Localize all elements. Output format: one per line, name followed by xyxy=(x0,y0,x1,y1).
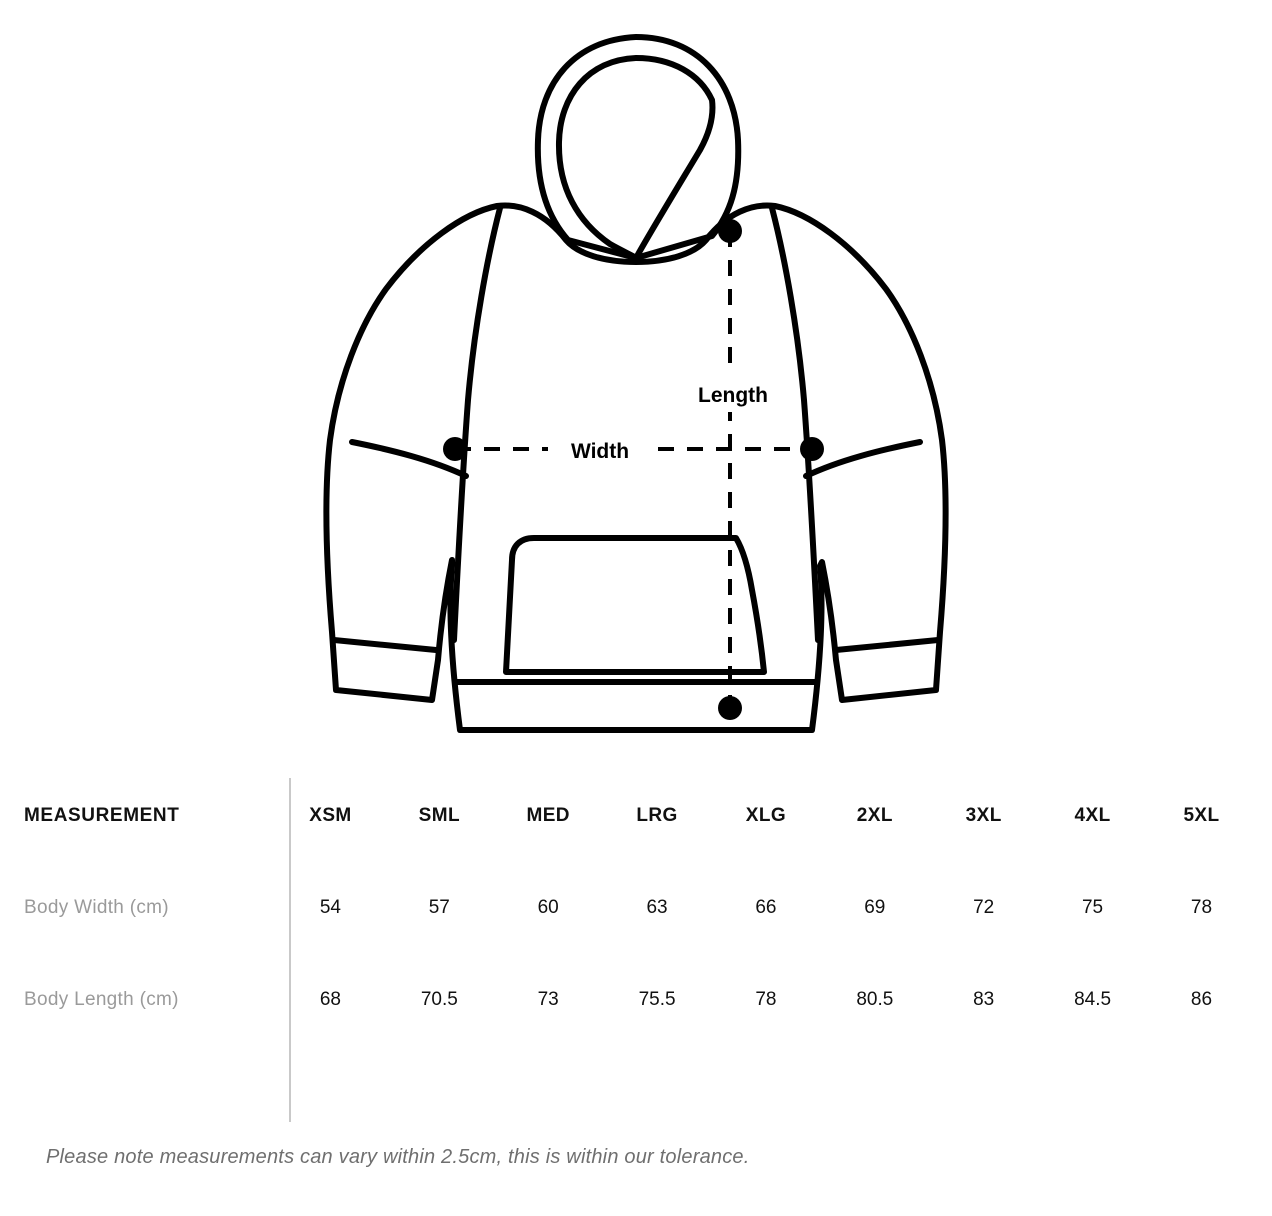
size-header-med: MED xyxy=(526,805,570,826)
body-width-sml: 57 xyxy=(428,897,450,918)
body-length-3xl: 83 xyxy=(973,989,995,1010)
body-length-4xl: 84.5 xyxy=(1074,989,1112,1010)
body-width-lrg: 63 xyxy=(646,897,668,918)
body-width-2xl: 69 xyxy=(864,897,886,918)
body-length-lrg: 75.5 xyxy=(638,989,676,1010)
body-width-med: 60 xyxy=(537,897,559,918)
body-length-5xl: 86 xyxy=(1190,989,1213,1010)
width-right-point xyxy=(800,437,824,461)
size-header-xsm: XSM xyxy=(309,805,352,826)
size-header-3xl: 3XL xyxy=(965,805,1002,826)
size-header-sml: SML xyxy=(418,805,460,826)
body-length-sml: 70.5 xyxy=(420,989,458,1010)
length-top-point xyxy=(718,219,742,243)
length-label: Length xyxy=(698,384,768,407)
size-header-xlg: XLG xyxy=(745,805,787,826)
table-header-row xyxy=(24,770,1256,862)
body-length-xlg: 78 xyxy=(755,989,777,1010)
size-header-lrg: LRG xyxy=(636,805,678,826)
body-width-xsm: 54 xyxy=(319,897,341,918)
body-width-5xl: 78 xyxy=(1190,897,1213,918)
measurement-column-header: MEASUREMENT xyxy=(24,805,180,826)
tolerance-note: Please note measurements can vary within 2.5cm, this is within our tolerance. xyxy=(46,1146,750,1168)
body-length-xsm: 68 xyxy=(319,989,341,1010)
table-row xyxy=(24,862,1256,954)
table-row xyxy=(24,954,1256,1046)
body-length-2xl: 80.5 xyxy=(856,989,894,1010)
size-header-5xl: 5XL xyxy=(1183,805,1220,826)
body-width-xlg: 66 xyxy=(755,897,777,918)
size-header-2xl: 2XL xyxy=(856,805,893,826)
body-length-med: 73 xyxy=(537,989,559,1010)
body-width-4xl: 75 xyxy=(1081,897,1104,918)
length-bottom-point xyxy=(718,696,742,720)
table-divider xyxy=(289,778,291,1122)
row-label-body-length: Body Length (cm) xyxy=(24,989,179,1010)
size-header-4xl: 4XL xyxy=(1074,805,1111,826)
size-table-area xyxy=(0,770,1272,1046)
width-label: Width xyxy=(570,440,630,463)
body-width-3xl: 72 xyxy=(973,897,995,918)
size-table xyxy=(24,770,1256,1046)
width-left-point xyxy=(443,437,467,461)
row-label-body-width: Body Width (cm) xyxy=(24,897,169,918)
